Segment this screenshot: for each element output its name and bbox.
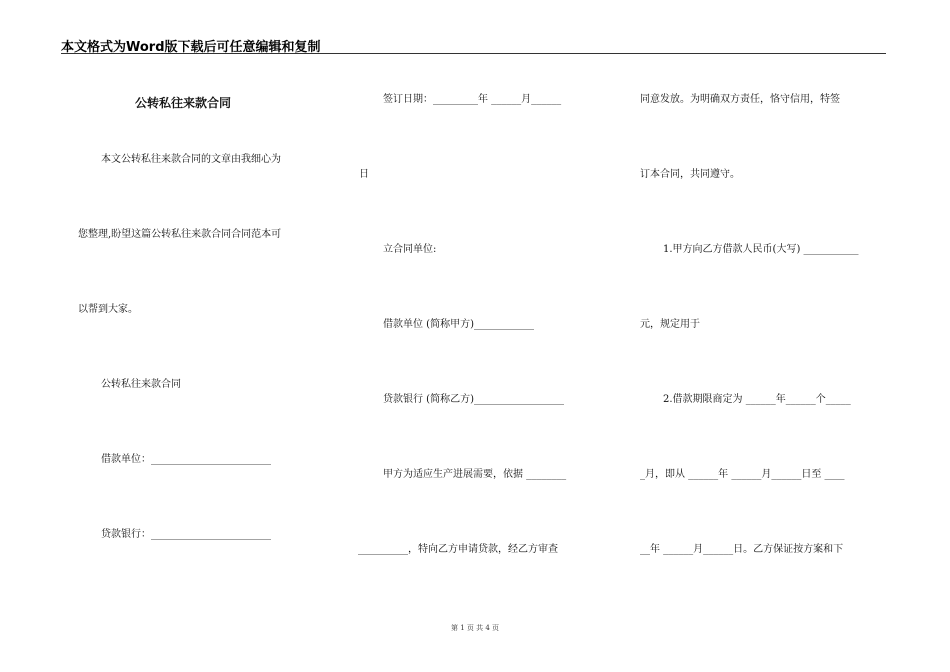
sign-date-day: 日 (359, 169, 369, 180)
download-header: 本文格式为Word版下载后可任意编辑和复制 (61, 40, 321, 55)
intro-line-2: 您整理,盼望这篇公转私往来款合同合同范本可 (78, 229, 282, 240)
sign-date-line: 签订日期：_________年 ______月______ (383, 94, 562, 105)
basis-line: 甲方为适应生产进展需要，依据 ________ (383, 469, 567, 480)
clause-2-line-b: _月，即从 ______年 ______月______日至 ____ (640, 469, 845, 480)
clause-1-purpose: 元，规定用于 (640, 319, 700, 330)
page-number: 第 1 页 共 4 页 (450, 624, 500, 632)
loan-application-line: __________，特向乙方申请贷款，经乙方审查 (358, 544, 558, 555)
intro-line-1: 本文公转私往来款合同的文章由我细心为 (101, 154, 281, 165)
contract-parties-label: 立合同单位: (383, 244, 437, 255)
header-divider (61, 53, 886, 54)
agreement-line-2: 订本合同，共同遵守。 (640, 169, 740, 180)
clause-2-line: 2.借款期限商定为 ______年______个_____ (663, 394, 851, 405)
party-a-line: 借款单位 (简称甲方)____________ (383, 319, 534, 330)
clause-1-line: 1.甲方向乙方借款人民币(大写) ___________ (663, 244, 859, 255)
clause-2-line-c: __年 ______月______日。乙方保证按方案和下 (640, 544, 844, 555)
agreement-line-1: 同意发放。为明确双方责任，恪守信用，特签 (640, 94, 840, 105)
bank-line: 贷款银行：________________________ (101, 529, 271, 540)
document-title: 公转私往来款合同 (135, 96, 232, 110)
party-b-line: 贷款银行 (简称乙方)__________________ (383, 394, 564, 405)
intro-line-3: 以帮到大家。 (78, 304, 138, 315)
contract-subtitle: 公转私往来款合同 (101, 379, 181, 390)
borrower-line: 借款单位：________________________ (101, 454, 271, 465)
